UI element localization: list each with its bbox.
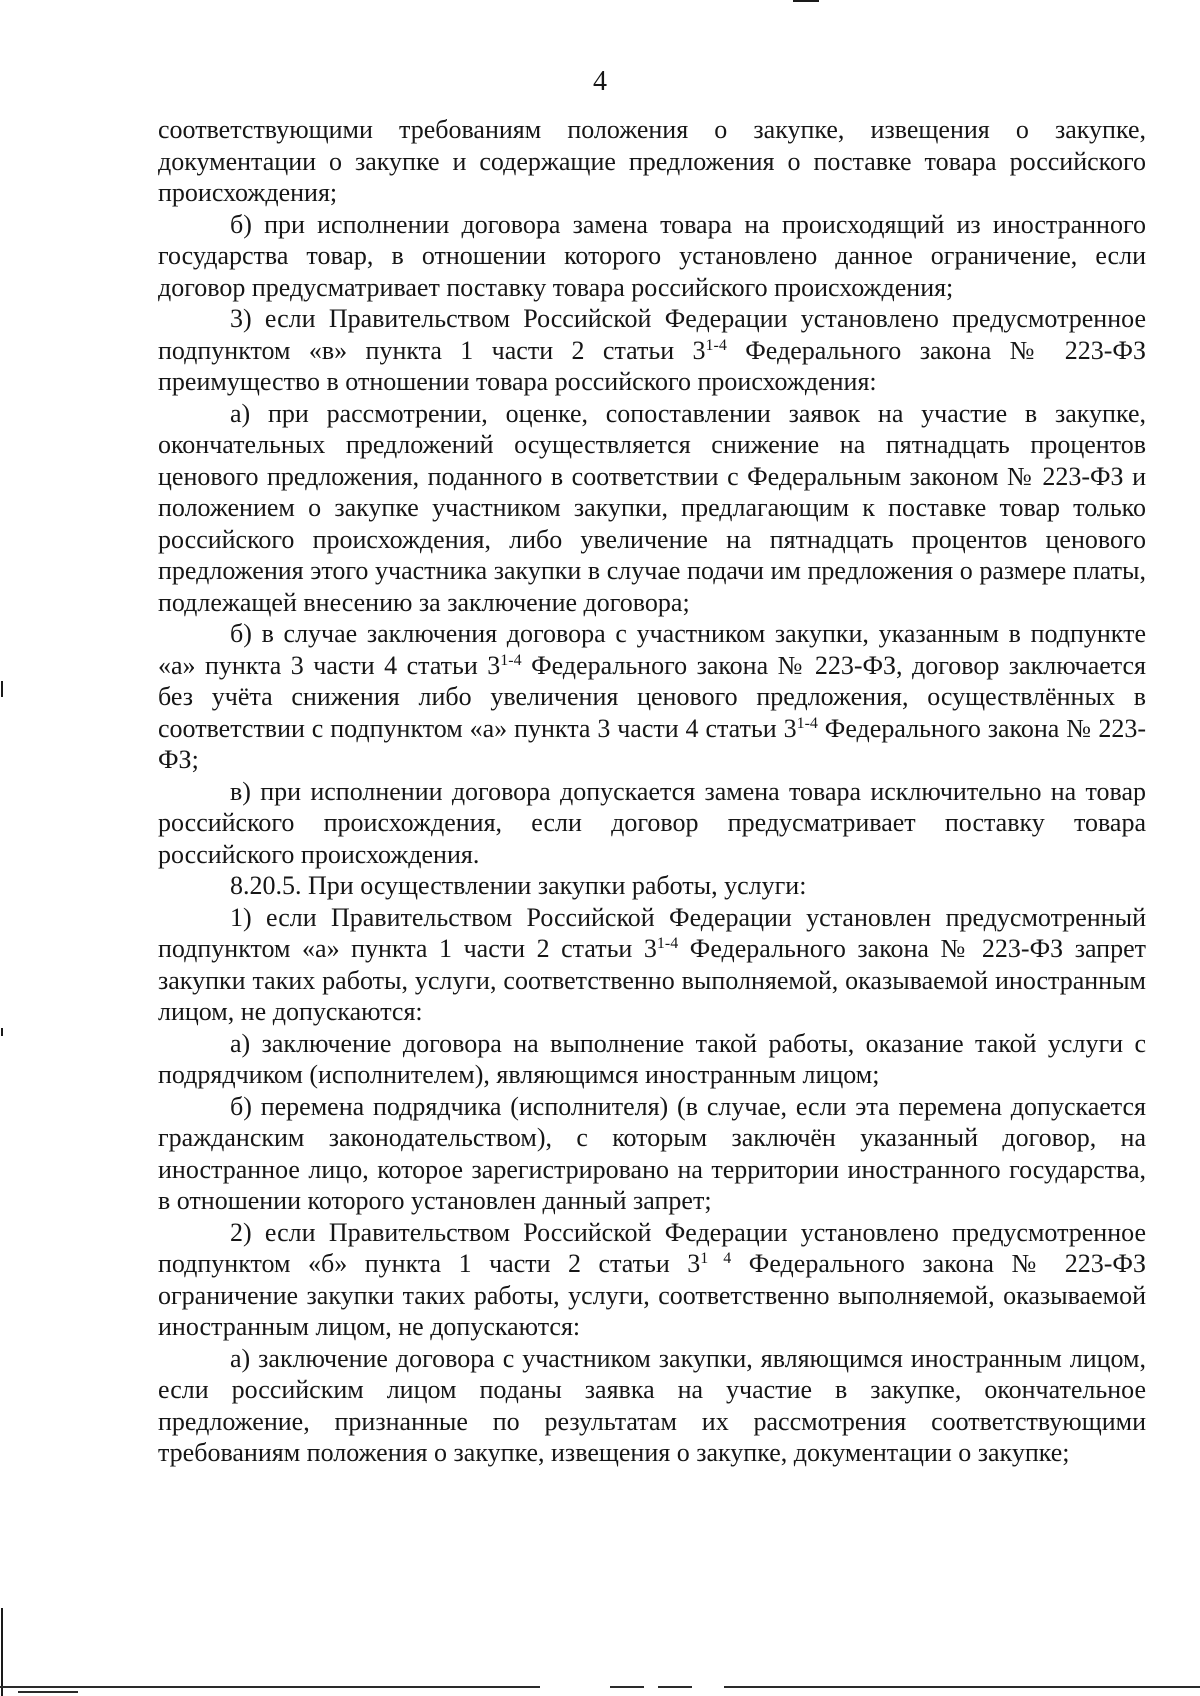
paragraph: а) при рассмотрении, оценке, сопоставлении заявок на участие в закупке, окончательных предложений осуществляется снижение на пятнадцать процентов ценового предложения, поданного в соответствии с Федеральным законом № 223-ФЗ и положением о закупке участником закупки, предлагающим к поставке товар только российского происхождения, либо увеличение на пятнадцать процентов ценового предложения этого участника закупки в случае подачи им предложения о размере платы, подлежащей внесению за заключение договора; xyxy=(158,398,1146,617)
document-body xyxy=(158,114,1146,1469)
scan-artifact-bottom-line xyxy=(610,1686,644,1688)
page-number: 4 xyxy=(593,66,607,97)
paragraph: 1) если Правительством Российской Федерации установлен предусмотренный подпунктом «а» пункта 1 части 2 статьи 3$^{1-4}$ Федерального закона № 223-ФЗ запрет закупки таких работы, услуги, соответственно выполняемой, оказываемой иностранным лицом, не допускаются: xyxy=(158,902,1146,1026)
paragraph: 2) если Правительством Российской Федерации установлено предусмотренное подпунктом «б» пункта 1 части 2 статьи $3^{1 4}$ Федерального закона № 223-ФЗ ограничение закупки таких работы, услуги, соответственно выполняемой, оказываемой иностранным лицом, не допускаются: xyxy=(158,1217,1146,1341)
paragraph: 3) если Правительством Российской Федерации установлено предусмотренное подпунктом «в» пункта 1 части 2 статьи 3$^{1-4}$ Федерального закона № 223-ФЗ преимущество в отношении товара российского происхождения: xyxy=(158,304,1146,396)
paragraph: б) в случае заключения договора с участником закупки, указанным в подпункте «а» пункта 3 части 4 статьи 3$^{1-4}$ Федерального закона № 223-ФЗ, договор заключается без учёта снижения либо увеличения ценового предложения, осуществлённых в соответствии с подпунктом «а» пункта 3 части 4 статьи 3$^{1-4}$ Федерального закона № 223-ФЗ; xyxy=(158,619,1146,774)
paragraph: б) перемена подрядчика (исполнителя) (в случае, если эта перемена допускается гражданским законодательством), с которым заключён указанный договор, на иностранное лицо, которое зарегистрировано на территории иностранного государства, в отношении которого установлен данный запрет; xyxy=(158,1091,1146,1215)
scan-artifact-left xyxy=(1,1608,3,1696)
scan-artifact-left xyxy=(1,681,3,697)
paragraph: в) при исполнении договора допускается замена товара исключительно на товар российского происхождения, если договор предусматривает поставку товара российского происхождения. xyxy=(158,776,1146,869)
scan-artifact-bottom-line xyxy=(0,1686,540,1688)
scan-artifact-top xyxy=(793,0,819,2)
paragraph: соответствующими требованиям положения о закупке, извещения о закупке, документации о закупке и содержащие предложения о поставке товара российского происхождения; xyxy=(158,115,1146,207)
paragraph: 8.20.5. При осуществлении закупки работы, услуги: xyxy=(230,871,807,900)
scan-artifact-left xyxy=(1,1028,3,1036)
scan-artifact-bottom-line xyxy=(658,1686,692,1688)
paragraph: а) заключение договора с участником закупки, являющимся иностранным лицом, если российским лицом поданы заявка на участие в закупке, окончательное предложение, признанные по результатам их рассмотрения соответствующими требованиям положения о закупке, извещения о закупке, документации о закупке; xyxy=(158,1343,1146,1467)
paragraph: а) заключение договора на выполнение такой работы, оказание такой услуги с подрядчиком (исполнителем), являющимся иностранным лицом; xyxy=(158,1028,1146,1089)
scan-artifact-bottom-line xyxy=(18,1691,78,1693)
paragraph: б) при исполнении договора замена товара на происходящий из иностранного государства товар, в отношении которого установлено данное ограничение, если договор предусматривает поставку товара российского происхождения; xyxy=(158,209,1146,302)
scan-artifact-bottom-line xyxy=(724,1686,1200,1688)
